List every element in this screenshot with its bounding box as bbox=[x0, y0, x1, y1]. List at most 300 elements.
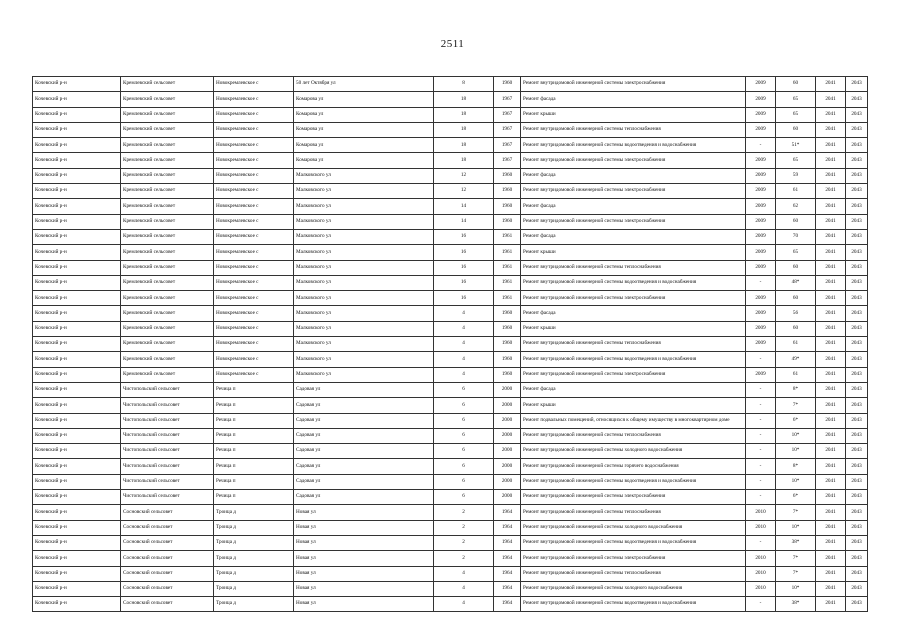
wear-percent-cell: 7* bbox=[776, 566, 816, 581]
plan-end-year-cell: 2043 bbox=[846, 490, 868, 505]
street-cell: Садовая ул bbox=[294, 490, 434, 505]
table-row bbox=[33, 490, 868, 505]
street-cell: Садовая ул bbox=[294, 398, 434, 413]
settlement-council-cell: Кремлевский сельсовет bbox=[121, 352, 214, 367]
work-type-cell: Ремонт крыши bbox=[521, 245, 746, 260]
plan-start-year-cell: 2041 bbox=[816, 444, 846, 459]
house-number-cell: 16 bbox=[434, 291, 494, 306]
district-cell: Кочевский р-н bbox=[33, 291, 121, 306]
house-number-cell: 4 bbox=[434, 597, 494, 612]
wear-percent-cell: 38* bbox=[776, 535, 816, 550]
table-row bbox=[33, 199, 868, 214]
work-type-cell: Ремонт внутридомовой инженерной системы водоотведения и водоснабжения bbox=[521, 535, 746, 550]
house-number-cell: 6 bbox=[434, 413, 494, 428]
house-number-cell: 6 bbox=[434, 444, 494, 459]
settlement-council-cell: Кремлевский сельсовет bbox=[121, 245, 214, 260]
year-built-cell: 2000 bbox=[494, 474, 521, 489]
plan-start-year-cell: 2041 bbox=[816, 291, 846, 306]
locality-cell: Новокремлевское с bbox=[214, 199, 294, 214]
house-number-cell: 14 bbox=[434, 199, 494, 214]
street-cell: Малковского ул bbox=[294, 337, 434, 352]
work-type-cell: Ремонт фасада bbox=[521, 168, 746, 183]
last-repair-year-cell: 2009 bbox=[746, 367, 776, 382]
district-cell: Кочевский р-н bbox=[33, 337, 121, 352]
district-cell: Кочевский р-н bbox=[33, 398, 121, 413]
plan-end-year-cell: 2043 bbox=[846, 551, 868, 566]
settlement-council-cell: Сосновский сельсовет bbox=[121, 551, 214, 566]
table-row bbox=[33, 474, 868, 489]
work-type-cell: Ремонт внутридомовой инженерной системы теплоснабжения bbox=[521, 505, 746, 520]
locality-cell: Новокремлевское с bbox=[214, 337, 294, 352]
settlement-council-cell: Кремлевский сельсовет bbox=[121, 199, 214, 214]
table-row bbox=[33, 428, 868, 443]
street-cell: Малковского ул bbox=[294, 306, 434, 321]
house-number-cell: 6 bbox=[434, 428, 494, 443]
house-number-cell: 2 bbox=[434, 551, 494, 566]
house-number-cell: 2 bbox=[434, 535, 494, 550]
year-built-cell: 2000 bbox=[494, 398, 521, 413]
house-number-cell: 18 bbox=[434, 107, 494, 122]
table-row bbox=[33, 214, 868, 229]
table-row bbox=[33, 275, 868, 290]
settlement-council-cell: Кремлевский сельсовет bbox=[121, 275, 214, 290]
house-number-cell: 4 bbox=[434, 566, 494, 581]
locality-cell: Новокремлевское с bbox=[214, 352, 294, 367]
district-cell: Кочевский р-н bbox=[33, 260, 121, 275]
table-row bbox=[33, 122, 868, 137]
table-row bbox=[33, 291, 868, 306]
work-type-cell: Ремонт внутридомовой инженерной системы электроснабжения bbox=[521, 291, 746, 306]
work-type-cell: Ремонт внутридомовой инженерной системы холодного водоснабжения bbox=[521, 520, 746, 535]
last-repair-year-cell: - bbox=[746, 474, 776, 489]
year-built-cell: 1967 bbox=[494, 92, 521, 107]
table-row bbox=[33, 168, 868, 183]
work-type-cell: Ремонт внутридомовой инженерной системы электроснабжения bbox=[521, 184, 746, 199]
locality-cell: Речица п bbox=[214, 490, 294, 505]
table-row bbox=[33, 306, 868, 321]
plan-end-year-cell: 2043 bbox=[846, 382, 868, 397]
street-cell: Малковского ул bbox=[294, 229, 434, 244]
last-repair-year-cell: 2010 bbox=[746, 566, 776, 581]
wear-percent-cell: 60 bbox=[776, 291, 816, 306]
plan-end-year-cell: 2043 bbox=[846, 474, 868, 489]
wear-percent-cell: 60 bbox=[776, 122, 816, 137]
wear-percent-cell: 62 bbox=[776, 199, 816, 214]
plan-end-year-cell: 2043 bbox=[846, 413, 868, 428]
plan-start-year-cell: 2041 bbox=[816, 566, 846, 581]
district-cell: Кочевский р-н bbox=[33, 138, 121, 153]
last-repair-year-cell: - bbox=[746, 275, 776, 290]
street-cell: Новая ул bbox=[294, 566, 434, 581]
plan-end-year-cell: 2043 bbox=[846, 291, 868, 306]
district-cell: Кочевский р-н bbox=[33, 352, 121, 367]
locality-cell: Новокремлевское с bbox=[214, 153, 294, 168]
wear-percent-cell: 49* bbox=[776, 352, 816, 367]
locality-cell: Новокремлевское с bbox=[214, 306, 294, 321]
locality-cell: Новокремлевское с bbox=[214, 168, 294, 183]
last-repair-year-cell: 2010 bbox=[746, 520, 776, 535]
plan-end-year-cell: 2043 bbox=[846, 306, 868, 321]
plan-start-year-cell: 2041 bbox=[816, 337, 846, 352]
last-repair-year-cell: 2009 bbox=[746, 168, 776, 183]
wear-percent-cell: 60 bbox=[776, 260, 816, 275]
locality-cell: Речица п bbox=[214, 382, 294, 397]
last-repair-year-cell: 2010 bbox=[746, 551, 776, 566]
work-type-cell: Ремонт крыши bbox=[521, 107, 746, 122]
district-cell: Кочевский р-н bbox=[33, 459, 121, 474]
settlement-council-cell: Кремлевский сельсовет bbox=[121, 153, 214, 168]
locality-cell: Новокремлевское с bbox=[214, 367, 294, 382]
house-number-cell: 14 bbox=[434, 214, 494, 229]
plan-end-year-cell: 2043 bbox=[846, 107, 868, 122]
district-cell: Кочевский р-н bbox=[33, 107, 121, 122]
work-type-cell: Ремонт фасада bbox=[521, 306, 746, 321]
table-row bbox=[33, 260, 868, 275]
page-number: 2511 bbox=[440, 38, 465, 50]
settlement-council-cell: Кремлевский сельсовет bbox=[121, 229, 214, 244]
year-built-cell: 2000 bbox=[494, 490, 521, 505]
last-repair-year-cell: 2009 bbox=[746, 184, 776, 199]
year-built-cell: 1960 bbox=[494, 214, 521, 229]
table-row bbox=[33, 505, 868, 520]
district-cell: Кочевский р-н bbox=[33, 367, 121, 382]
settlement-council-cell: Кремлевский сельсовет bbox=[121, 337, 214, 352]
street-cell: Малковского ул bbox=[294, 168, 434, 183]
settlement-council-cell: Чистопольский сельсовет bbox=[121, 428, 214, 443]
house-number-cell: 6 bbox=[434, 382, 494, 397]
settlement-council-cell: Кремлевский сельсовет bbox=[121, 260, 214, 275]
locality-cell: Новокремлевское с bbox=[214, 291, 294, 306]
work-type-cell: Ремонт внутридомовой инженерной системы электроснабжения bbox=[521, 367, 746, 382]
table-row bbox=[33, 398, 868, 413]
district-cell: Кочевский р-н bbox=[33, 490, 121, 505]
locality-cell: Новокремлевское с bbox=[214, 107, 294, 122]
last-repair-year-cell: - bbox=[746, 398, 776, 413]
last-repair-year-cell: 2009 bbox=[746, 337, 776, 352]
wear-percent-cell: 6* bbox=[776, 490, 816, 505]
house-number-cell: 4 bbox=[434, 337, 494, 352]
district-cell: Кочевский р-н bbox=[33, 153, 121, 168]
wear-percent-cell: 38* bbox=[776, 597, 816, 612]
wear-percent-cell: 60 bbox=[776, 321, 816, 336]
district-cell: Кочевский р-н bbox=[33, 413, 121, 428]
year-built-cell: 1964 bbox=[494, 551, 521, 566]
work-type-cell: Ремонт фасада bbox=[521, 92, 746, 107]
table-row bbox=[33, 245, 868, 260]
locality-cell: Троица д bbox=[214, 535, 294, 550]
work-type-cell: Ремонт внутридомовой инженерной системы холодного водоснабжения bbox=[521, 581, 746, 596]
wear-percent-cell: 70 bbox=[776, 229, 816, 244]
plan-start-year-cell: 2041 bbox=[816, 77, 846, 92]
year-built-cell: 1964 bbox=[494, 566, 521, 581]
plan-end-year-cell: 2043 bbox=[846, 352, 868, 367]
table-row bbox=[33, 597, 868, 612]
last-repair-year-cell: 2009 bbox=[746, 214, 776, 229]
district-cell: Кочевский р-н bbox=[33, 474, 121, 489]
house-number-cell: 16 bbox=[434, 275, 494, 290]
locality-cell: Речица п bbox=[214, 398, 294, 413]
last-repair-year-cell: 2009 bbox=[746, 291, 776, 306]
settlement-council-cell: Кремлевский сельсовет bbox=[121, 77, 214, 92]
street-cell: Садовая ул bbox=[294, 474, 434, 489]
street-cell: Садовая ул bbox=[294, 428, 434, 443]
work-type-cell: Ремонт внутридомовой инженерной системы водоотведения и водоснабжения bbox=[521, 352, 746, 367]
house-number-cell: 6 bbox=[434, 459, 494, 474]
year-built-cell: 1960 bbox=[494, 352, 521, 367]
plan-start-year-cell: 2041 bbox=[816, 352, 846, 367]
wear-percent-cell: 61 bbox=[776, 367, 816, 382]
last-repair-year-cell: - bbox=[746, 352, 776, 367]
district-cell: Кочевский р-н bbox=[33, 199, 121, 214]
street-cell: Малковского ул bbox=[294, 291, 434, 306]
house-number-cell: 2 bbox=[434, 505, 494, 520]
plan-start-year-cell: 2041 bbox=[816, 474, 846, 489]
wear-percent-cell: 10* bbox=[776, 474, 816, 489]
work-type-cell: Ремонт внутридомовой инженерной системы теплоснабжения bbox=[521, 260, 746, 275]
year-built-cell: 1960 bbox=[494, 337, 521, 352]
settlement-council-cell: Сосновский сельсовет bbox=[121, 520, 214, 535]
plan-start-year-cell: 2041 bbox=[816, 535, 846, 550]
plan-start-year-cell: 2041 bbox=[816, 214, 846, 229]
street-cell: Новая ул bbox=[294, 505, 434, 520]
street-cell: Малковского ул bbox=[294, 260, 434, 275]
work-type-cell: Ремонт фасада bbox=[521, 229, 746, 244]
plan-start-year-cell: 2041 bbox=[816, 398, 846, 413]
house-number-cell: 18 bbox=[434, 153, 494, 168]
table-row bbox=[33, 92, 868, 107]
table-row bbox=[33, 382, 868, 397]
last-repair-year-cell: 2009 bbox=[746, 199, 776, 214]
settlement-council-cell: Кремлевский сельсовет bbox=[121, 122, 214, 137]
work-type-cell: Ремонт крыши bbox=[521, 398, 746, 413]
plan-end-year-cell: 2043 bbox=[846, 168, 868, 183]
last-repair-year-cell: - bbox=[746, 444, 776, 459]
house-number-cell: 6 bbox=[434, 490, 494, 505]
table-row bbox=[33, 459, 868, 474]
table-row bbox=[33, 337, 868, 352]
plan-end-year-cell: 2043 bbox=[846, 581, 868, 596]
district-cell: Кочевский р-н bbox=[33, 321, 121, 336]
locality-cell: Новокремлевское с bbox=[214, 245, 294, 260]
district-cell: Кочевский р-н bbox=[33, 306, 121, 321]
settlement-council-cell: Чистопольский сельсовет bbox=[121, 398, 214, 413]
plan-start-year-cell: 2041 bbox=[816, 184, 846, 199]
last-repair-year-cell: 2009 bbox=[746, 229, 776, 244]
street-cell: Садовая ул bbox=[294, 444, 434, 459]
settlement-council-cell: Чистопольский сельсовет bbox=[121, 459, 214, 474]
plan-start-year-cell: 2041 bbox=[816, 459, 846, 474]
street-cell: Новая ул bbox=[294, 535, 434, 550]
work-type-cell: Ремонт внутридомовой инженерной системы электроснабжения bbox=[521, 551, 746, 566]
settlement-council-cell: Кремлевский сельсовет bbox=[121, 321, 214, 336]
year-built-cell: 2000 bbox=[494, 413, 521, 428]
street-cell: Комарова ул bbox=[294, 92, 434, 107]
street-cell: Комарова ул bbox=[294, 153, 434, 168]
plan-start-year-cell: 2041 bbox=[816, 275, 846, 290]
settlement-council-cell: Кремлевский сельсовет bbox=[121, 168, 214, 183]
plan-end-year-cell: 2043 bbox=[846, 275, 868, 290]
plan-start-year-cell: 2041 bbox=[816, 199, 846, 214]
plan-end-year-cell: 2043 bbox=[846, 153, 868, 168]
last-repair-year-cell: 2009 bbox=[746, 321, 776, 336]
year-built-cell: 1967 bbox=[494, 138, 521, 153]
house-number-cell: 18 bbox=[434, 92, 494, 107]
last-repair-year-cell: - bbox=[746, 535, 776, 550]
year-built-cell: 1960 bbox=[494, 306, 521, 321]
table-row bbox=[33, 229, 868, 244]
last-repair-year-cell: - bbox=[746, 597, 776, 612]
plan-start-year-cell: 2041 bbox=[816, 597, 846, 612]
street-cell: Комарова ул bbox=[294, 138, 434, 153]
wear-percent-cell: 56 bbox=[776, 306, 816, 321]
locality-cell: Новокремлевское с bbox=[214, 92, 294, 107]
district-cell: Кочевский р-н bbox=[33, 581, 121, 596]
last-repair-year-cell: - bbox=[746, 490, 776, 505]
wear-percent-cell: 6* bbox=[776, 413, 816, 428]
district-cell: Кочевский р-н bbox=[33, 122, 121, 137]
plan-start-year-cell: 2041 bbox=[816, 520, 846, 535]
settlement-council-cell: Кремлевский сельсовет bbox=[121, 214, 214, 229]
plan-start-year-cell: 2041 bbox=[816, 260, 846, 275]
plan-start-year-cell: 2041 bbox=[816, 382, 846, 397]
table-row bbox=[33, 153, 868, 168]
year-built-cell: 1967 bbox=[494, 122, 521, 137]
plan-start-year-cell: 2041 bbox=[816, 413, 846, 428]
wear-percent-cell: 8* bbox=[776, 382, 816, 397]
house-number-cell: 2 bbox=[434, 520, 494, 535]
plan-end-year-cell: 2043 bbox=[846, 535, 868, 550]
work-type-cell: Ремонт внутридомовой инженерной системы теплоснабжения bbox=[521, 566, 746, 581]
street-cell: 50 лет Октября ул bbox=[294, 77, 434, 92]
house-number-cell: 8 bbox=[434, 77, 494, 92]
last-repair-year-cell: - bbox=[746, 413, 776, 428]
house-number-cell: 18 bbox=[434, 138, 494, 153]
table-row bbox=[33, 444, 868, 459]
plan-start-year-cell: 2041 bbox=[816, 122, 846, 137]
last-repair-year-cell: 2009 bbox=[746, 92, 776, 107]
locality-cell: Троица д bbox=[214, 597, 294, 612]
street-cell: Новая ул bbox=[294, 551, 434, 566]
locality-cell: Новокремлевское с bbox=[214, 275, 294, 290]
year-built-cell: 1960 bbox=[494, 367, 521, 382]
street-cell: Новая ул bbox=[294, 520, 434, 535]
settlement-council-cell: Кремлевский сельсовет bbox=[121, 107, 214, 122]
plan-start-year-cell: 2041 bbox=[816, 245, 846, 260]
district-cell: Кочевский р-н bbox=[33, 535, 121, 550]
table-row bbox=[33, 413, 868, 428]
street-cell: Садовая ул bbox=[294, 459, 434, 474]
wear-percent-cell: 61 bbox=[776, 184, 816, 199]
district-cell: Кочевский р-н bbox=[33, 92, 121, 107]
year-built-cell: 1960 bbox=[494, 184, 521, 199]
wear-percent-cell: 7* bbox=[776, 505, 816, 520]
last-repair-year-cell: 2009 bbox=[746, 77, 776, 92]
plan-end-year-cell: 2043 bbox=[846, 520, 868, 535]
table-row bbox=[33, 535, 868, 550]
last-repair-year-cell: 2010 bbox=[746, 505, 776, 520]
table-row bbox=[33, 107, 868, 122]
plan-end-year-cell: 2043 bbox=[846, 444, 868, 459]
plan-end-year-cell: 2043 bbox=[846, 566, 868, 581]
settlement-council-cell: Чистопольский сельсовет bbox=[121, 474, 214, 489]
wear-percent-cell: 60 bbox=[776, 214, 816, 229]
last-repair-year-cell: - bbox=[746, 138, 776, 153]
work-type-cell: Ремонт внутридомовой инженерной системы водоотведения и водоснабжения bbox=[521, 138, 746, 153]
locality-cell: Троица д bbox=[214, 520, 294, 535]
plan-end-year-cell: 2043 bbox=[846, 260, 868, 275]
street-cell: Малковского ул bbox=[294, 275, 434, 290]
settlement-council-cell: Сосновский сельсовет bbox=[121, 597, 214, 612]
plan-start-year-cell: 2041 bbox=[816, 107, 846, 122]
district-cell: Кочевский р-н bbox=[33, 275, 121, 290]
street-cell: Малковского ул bbox=[294, 367, 434, 382]
locality-cell: Троица д bbox=[214, 505, 294, 520]
locality-cell: Речица п bbox=[214, 428, 294, 443]
plan-start-year-cell: 2041 bbox=[816, 581, 846, 596]
locality-cell: Новокремлевское с bbox=[214, 214, 294, 229]
wear-percent-cell: 61 bbox=[776, 337, 816, 352]
district-cell: Кочевский р-н bbox=[33, 551, 121, 566]
district-cell: Кочевский р-н bbox=[33, 382, 121, 397]
settlement-council-cell: Сосновский сельсовет bbox=[121, 581, 214, 596]
house-number-cell: 16 bbox=[434, 229, 494, 244]
plan-end-year-cell: 2043 bbox=[846, 184, 868, 199]
year-built-cell: 1961 bbox=[494, 245, 521, 260]
year-built-cell: 1964 bbox=[494, 520, 521, 535]
year-built-cell: 1960 bbox=[494, 168, 521, 183]
wear-percent-cell: 8* bbox=[776, 459, 816, 474]
year-built-cell: 2000 bbox=[494, 428, 521, 443]
district-cell: Кочевский р-н bbox=[33, 520, 121, 535]
settlement-council-cell: Чистопольский сельсовет bbox=[121, 382, 214, 397]
locality-cell: Новокремлевское с bbox=[214, 260, 294, 275]
settlement-council-cell: Кремлевский сельсовет bbox=[121, 367, 214, 382]
plan-start-year-cell: 2041 bbox=[816, 153, 846, 168]
wear-percent-cell: 51* bbox=[776, 138, 816, 153]
last-repair-year-cell: - bbox=[746, 459, 776, 474]
locality-cell: Новокремлевское с bbox=[214, 122, 294, 137]
work-type-cell: Ремонт крыши bbox=[521, 321, 746, 336]
year-built-cell: 1961 bbox=[494, 229, 521, 244]
plan-end-year-cell: 2043 bbox=[846, 398, 868, 413]
table-row bbox=[33, 566, 868, 581]
table-row bbox=[33, 184, 868, 199]
last-repair-year-cell: 2009 bbox=[746, 245, 776, 260]
plan-end-year-cell: 2043 bbox=[846, 214, 868, 229]
year-built-cell: 2000 bbox=[494, 459, 521, 474]
wear-percent-cell: 60 bbox=[776, 77, 816, 92]
locality-cell: Речица п bbox=[214, 474, 294, 489]
wear-percent-cell: 10* bbox=[776, 520, 816, 535]
house-number-cell: 18 bbox=[434, 122, 494, 137]
settlement-council-cell: Сосновский сельсовет bbox=[121, 566, 214, 581]
work-type-cell: Ремонт внутридомовой инженерной системы теплоснабжения bbox=[521, 337, 746, 352]
plan-start-year-cell: 2041 bbox=[816, 321, 846, 336]
table-row bbox=[33, 138, 868, 153]
work-type-cell: Ремонт внутридомовой инженерной системы электроснабжения bbox=[521, 214, 746, 229]
district-cell: Кочевский р-н bbox=[33, 214, 121, 229]
last-repair-year-cell: 2009 bbox=[746, 107, 776, 122]
settlement-council-cell: Чистопольский сельсовет bbox=[121, 444, 214, 459]
wear-percent-cell: 65 bbox=[776, 107, 816, 122]
locality-cell: Новокремлевское с bbox=[214, 77, 294, 92]
street-cell: Малковского ул bbox=[294, 352, 434, 367]
settlement-council-cell: Сосновский сельсовет bbox=[121, 535, 214, 550]
street-cell: Малковского ул bbox=[294, 214, 434, 229]
wear-percent-cell: 10* bbox=[776, 428, 816, 443]
house-number-cell: 12 bbox=[434, 168, 494, 183]
work-type-cell: Ремонт подвальных помещений, относящихся к общему имуществу в многоквартирном доме bbox=[521, 413, 746, 428]
